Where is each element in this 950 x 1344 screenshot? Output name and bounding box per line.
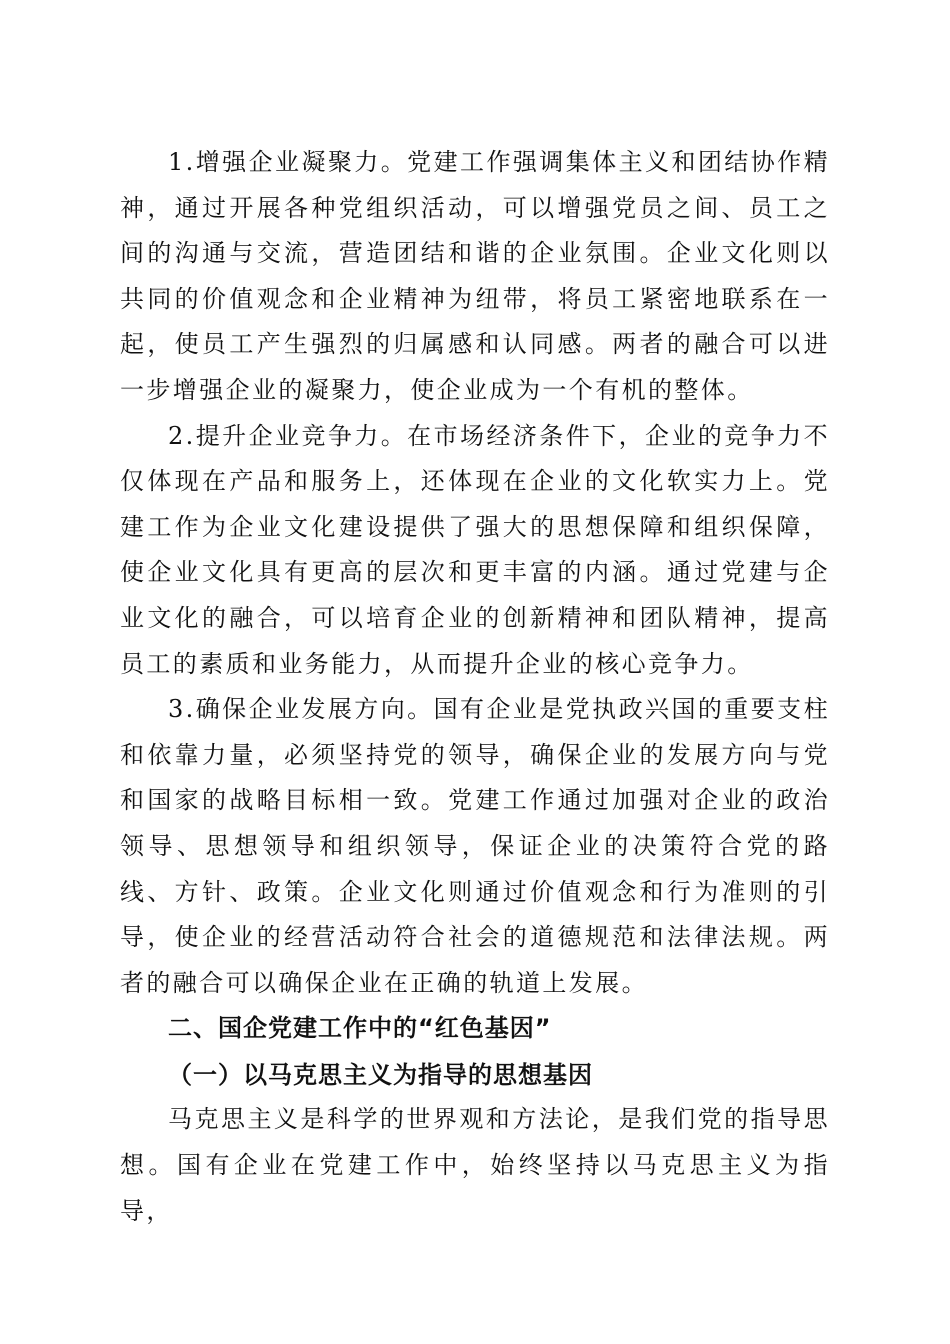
paragraph-cohesion: 1.增强企业凝聚力。党建工作强调集体主义和团结协作精神，通过开展各种党组织活动，可以增强党员之间、员工之间的沟通与交流，营造团结和谐的企业氛围。企业文化则以共同的价值观念和企业精神为纽带，将员工紧密地联系在一起，使员工产生强烈的归属感和认同感。两者的融合可以进一步增强企业的凝聚力，使企业成为一个有机的整体。 — [120, 148, 830, 404]
paragraph-competitiveness: 2.提升企业竞争力。在市场经济条件下，企业的竞争力不仅体现在产品和服务上，还体现在企业的文化软实力上。党建工作为企业文化建设提供了强大的思想保障和组织保障，使企业文化具有更高的层次和更丰富的内涵。通过党建与企业文化的融合，可以培育企业的创新精神和团队精神，提高员工的素质和业务能力，从而提升企业的核心竞争力。 — [120, 421, 830, 678]
document-body — [120, 140, 830, 1234]
paragraph-development-direction: 3.确保企业发展方向。国有企业是党执政兴国的重要支柱和依靠力量，必须坚持党的领导，确保企业的发展方向与党和国家的战略目标相一致。党建工作通过加强对企业的政治领导、思想领导和组织领导，保证企业的决策符合党的路线、方针、政策。企业文化则通过价值观念和行为准则的引导，使企业的经营活动符合社会的道德规范和法律法规。两者的融合可以确保企业在正确的轨道上发展。 — [120, 695, 830, 997]
paragraph-marxism: 马克思主义是科学的世界观和方法论，是我们党的指导思想。国有企业在党建工作中，始终坚持以马克思主义为指导， — [120, 1105, 830, 1225]
subsection-heading-marxism: （一）以马克思主义为指导的思想基因 — [168, 1059, 593, 1089]
section-heading-red-gene: 二、国企党建工作中的“红色基因” — [168, 1014, 552, 1043]
